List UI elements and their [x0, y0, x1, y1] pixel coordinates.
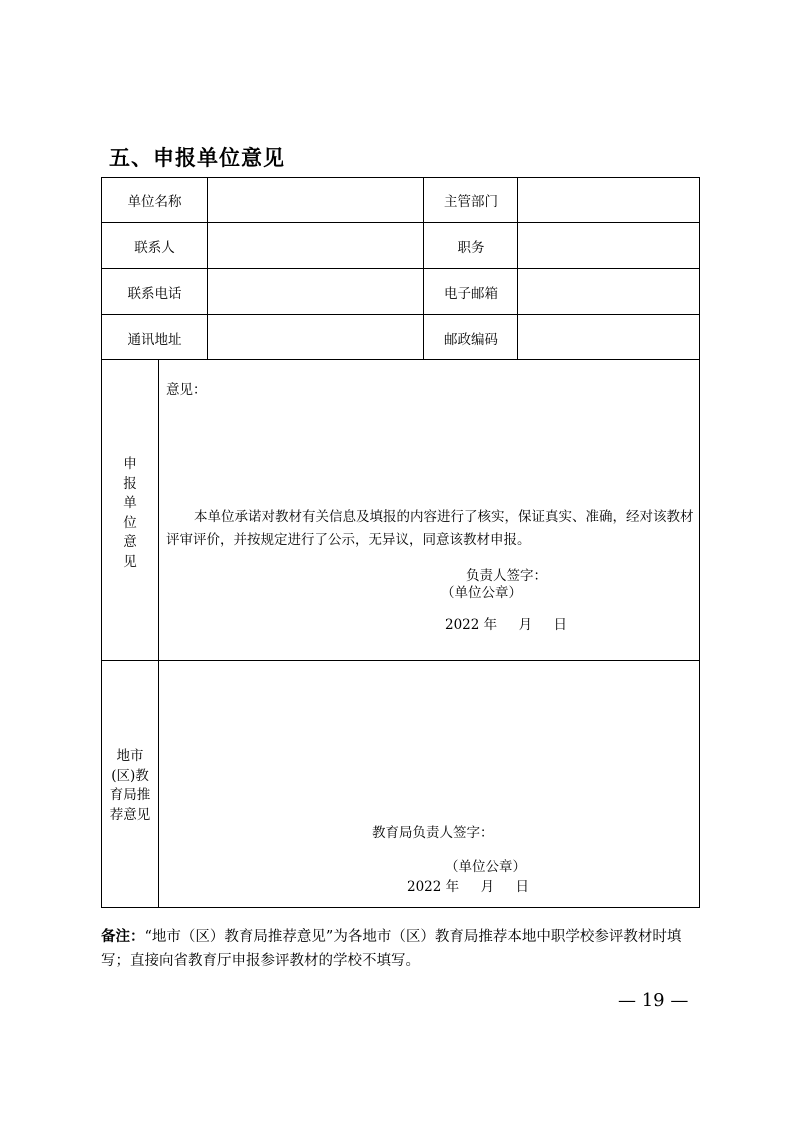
label-unit-name: 单位名称	[127, 194, 182, 210]
label-position: 职务	[457, 240, 485, 256]
footnote	[101, 925, 701, 973]
row-divider	[101, 660, 700, 661]
label-supervising-dept: 主管部门	[444, 194, 498, 210]
field-postcode[interactable]	[518, 315, 699, 360]
field-unit-name[interactable]	[208, 177, 423, 223]
unit-signature-label: 负责人签字：	[466, 568, 547, 584]
bureau-opinion-side-label: 地市 (区)教 育局推 荐意见	[109, 748, 151, 823]
page-title: 五、申报单位意见	[109, 146, 285, 170]
label-contact-person: 联系人	[134, 240, 175, 256]
label-address: 通讯地址	[127, 331, 182, 348]
field-phone[interactable]	[208, 269, 423, 315]
label-email: 电子邮箱	[444, 286, 498, 302]
field-position[interactable]	[518, 223, 699, 269]
field-address[interactable]	[208, 315, 423, 360]
field-contact-person[interactable]	[208, 223, 423, 269]
table-border-bottom	[101, 907, 700, 908]
column-divider	[158, 359, 159, 908]
label-phone: 联系电话	[127, 286, 182, 302]
table-border-right	[699, 177, 700, 908]
bureau-signature-label: 教育局负责人签字：	[372, 825, 494, 841]
field-email[interactable]	[518, 269, 699, 315]
opinion-label: 意见：	[166, 382, 207, 398]
footnote-text: “地市（区）教育局推荐意见”为各地市（区）教育局推荐本地中职学校参评教材时填写；直接向省教育厅申报参评教材的学校不填写。	[101, 929, 682, 969]
bureau-seal-label: （单位公章）	[445, 859, 526, 875]
page-number: — 19 —	[618, 990, 689, 1011]
pledge-text: 本单位承诺对教材有关信息及填报的内容进行了核实，保证真实、准确，经对该教材评审评价，并按规定进行了公示，无异议，同意该教材申报。	[166, 509, 694, 548]
unit-opinion-side-label: 申 报 单 位 意 见	[123, 456, 137, 570]
unit-seal-label: （单位公章）	[441, 585, 522, 601]
footnote-label: 备注：	[101, 929, 145, 945]
label-postcode: 邮政编码	[444, 331, 498, 348]
field-supervising-dept[interactable]	[518, 177, 699, 223]
bureau-date: 2022 年 月 日	[407, 879, 530, 895]
unit-date: 2022 年 月 日	[445, 617, 568, 633]
